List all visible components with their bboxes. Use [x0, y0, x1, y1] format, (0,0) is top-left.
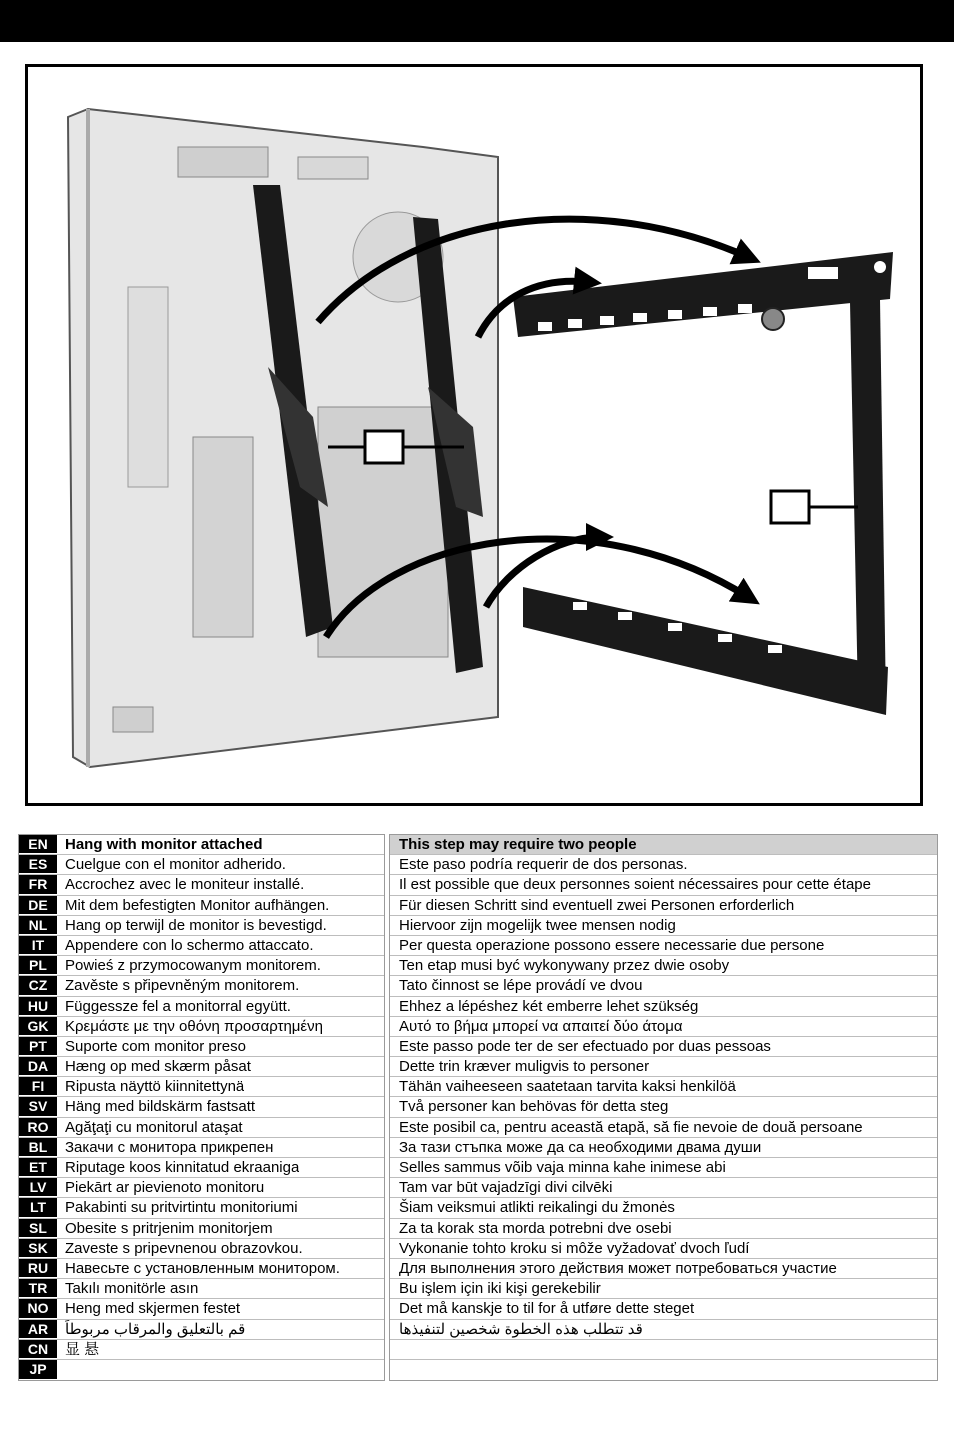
instruction-text: Heng med skjermen festet — [65, 1300, 241, 1318]
note-row-es: Este paso podría requerir de dos personas. — [390, 855, 937, 875]
note-row-bl: За тази стъпка може да са необходими двама души — [390, 1138, 937, 1158]
language-code: DA — [19, 1057, 57, 1076]
language-code: JP — [19, 1360, 57, 1380]
instruction-row-fr — [19, 875, 384, 895]
callout-right — [771, 491, 858, 523]
instruction-text: Zavěste s připevněným monitorem. — [65, 977, 300, 995]
instruction-row-sl — [19, 1219, 384, 1239]
instruction-row-lv — [19, 1178, 384, 1198]
language-code: EN — [19, 835, 57, 854]
note-row-sv: Två personer kan behövas för detta steg — [390, 1097, 937, 1117]
language-code: CZ — [19, 976, 57, 995]
wall-plate — [513, 252, 893, 715]
note-row-et: Selles sammus võib vaja minna kahe inimese abi — [390, 1158, 937, 1178]
instruction-text: Häng med bildskärm fastsatt — [65, 1098, 256, 1116]
instruction-text: Agăţaţi cu monitorul ataşat — [65, 1118, 243, 1136]
language-code: CN — [19, 1340, 57, 1359]
instruction-row-pt — [19, 1037, 384, 1057]
language-code: SK — [19, 1239, 57, 1258]
instruction-row-hu — [19, 997, 384, 1017]
language-code: RO — [19, 1118, 57, 1137]
note-row-de: Für diesen Schritt sind eventuell zwei Personen erforderlich — [390, 896, 937, 916]
instruction-text: Zaveste s pripevnenou obrazovkou. — [65, 1239, 303, 1257]
instruction-text: Riputage koos kinnitatud ekraaniga — [65, 1159, 300, 1176]
note-row-fr: Il est possible que deux personnes soient nécessaires pour cette étape — [390, 875, 937, 895]
note-row-pl: Ten etap musi być wykonywany przez dwie osoby — [390, 956, 937, 976]
instruction-text — [57, 1360, 65, 1380]
instruction-row-cz — [19, 976, 384, 996]
instruction-text: 显 悬 — [65, 1340, 100, 1358]
note-row-cz: Tato činnost se lépe provádí ve dvou — [390, 976, 937, 996]
note-row-ar: قد تتطلب هذه الخطوة شخصين لتنفيذها — [390, 1320, 937, 1340]
instruction-row-sv — [19, 1097, 384, 1117]
instruction-text: Закачи с монитора прикрепен — [65, 1138, 274, 1156]
instruction-row-et — [19, 1158, 384, 1178]
instruction-row-jp — [19, 1360, 384, 1380]
instruction-text: Powieś z przymocowanym monitorem. — [65, 957, 321, 975]
instruction-text: Κρεμάστε με την οθόνη προσαρτημένη — [65, 1017, 323, 1035]
note-row-it: Per questa operazione possono essere necessarie due persone — [390, 936, 937, 956]
language-code: LT — [19, 1198, 57, 1217]
instruction-text: Cuelgue con el monitor adherido. — [65, 856, 286, 874]
note-row-jp — [390, 1360, 937, 1380]
language-code: GK — [19, 1017, 57, 1036]
language-code: LV — [19, 1178, 57, 1197]
language-code: PL — [19, 956, 57, 975]
instruction-text: Piekārt ar pievienoto monitoru — [65, 1179, 265, 1197]
instruction-text: Hæng op med skærm påsat — [65, 1058, 251, 1076]
note-row-sl: Za ta korak sta morda potrebni dve osebi — [390, 1219, 937, 1239]
instruction-row-no — [19, 1299, 384, 1319]
note-row-tr: Bu işlem için iki kişi gerekebilir — [390, 1279, 937, 1299]
instruction-row-sk — [19, 1239, 384, 1259]
instruction-text: Accrochez avec le moniteur installé. — [65, 876, 305, 894]
monitor-mount-illustration — [28, 67, 920, 803]
instruction-text: Навесьте с установленным монитором. — [65, 1259, 340, 1277]
note-row-ru: Для выполнения этого действия может потребоваться участие — [390, 1259, 937, 1279]
language-code: NL — [19, 916, 57, 935]
language-code: HU — [19, 997, 57, 1016]
instruction-row-pl — [19, 956, 384, 976]
instruction-row-ru — [19, 1259, 384, 1279]
instruction-text: Takılı monitörle asın — [65, 1280, 199, 1298]
language-code: BL — [19, 1138, 57, 1157]
instruction-text: Hang op terwijl de monitor is bevestigd. — [65, 916, 327, 934]
language-code: RU — [19, 1259, 57, 1278]
note-row-no: Det må kanskje to til for å utføre dette steget — [390, 1299, 937, 1319]
instruction-row-da — [19, 1057, 384, 1077]
instruction-text: Ripusta näyttö kiinnitettynä — [65, 1078, 245, 1096]
instruction-row-it — [19, 936, 384, 956]
language-code: PT — [19, 1037, 57, 1056]
note-row-gk: Αυτό το βήμα μπορεί να απαιτεί δύο άτομα — [390, 1017, 937, 1037]
instruction-text: Hang with monitor attached — [65, 836, 263, 853]
instruction-row-de — [19, 896, 384, 916]
language-code: SV — [19, 1097, 57, 1116]
instruction-row-fi — [19, 1077, 384, 1097]
instruction-text: Appendere con lo schermo attaccato. — [65, 936, 314, 954]
instruction-text: Obesite s pritrjenim monitorjem — [65, 1219, 273, 1237]
note-row-en: This step may require two people — [390, 835, 937, 855]
note-row-fi: Tähän vaiheeseen saatetaan tarvita kaksi henkilöä — [390, 1077, 937, 1097]
instruction-row-en — [19, 835, 384, 855]
note-row-cn — [390, 1340, 937, 1360]
language-code: IT — [19, 936, 57, 955]
language-code: ES — [19, 855, 57, 874]
note-row-lt: Šiam veiksmui atlikti reikalingi du žmonės — [390, 1198, 937, 1218]
note-row-hu: Ehhez a lépéshez két emberre lehet szükség — [390, 997, 937, 1017]
language-code: TR — [19, 1279, 57, 1298]
header-bar — [0, 0, 954, 42]
instruction-row-cn — [19, 1340, 384, 1360]
note-row-ro: Este posibil ca, pentru această etapă, să fie nevoie de două persoane — [390, 1118, 937, 1138]
language-code: DE — [19, 896, 57, 915]
instruction-row-bl — [19, 1138, 384, 1158]
instruction-text: Mit dem befestigten Monitor aufhängen. — [65, 896, 330, 914]
instruction-table-right — [389, 834, 938, 1381]
instruction-table-left — [18, 834, 385, 1381]
instruction-row-ro — [19, 1118, 384, 1138]
instruction-row-tr — [19, 1279, 384, 1299]
instruction-row-nl — [19, 916, 384, 936]
instruction-row-es — [19, 855, 384, 875]
language-code: NO — [19, 1299, 57, 1318]
language-code: AR — [19, 1320, 57, 1339]
instruction-text: قم بالتعليق والمرقاب مربوطاً — [65, 1320, 246, 1338]
note-row-pt: Este passo pode ter de ser efectuado por duas pessoas — [390, 1037, 937, 1057]
instruction-text: Suporte com monitor preso — [65, 1037, 246, 1055]
note-row-sk: Vykonanie tohto kroku si môže vyžadovať dvoch ľudí — [390, 1239, 937, 1259]
language-code: FI — [19, 1077, 57, 1096]
language-code: SL — [19, 1219, 57, 1238]
language-code: ET — [19, 1158, 57, 1177]
note-row-lv: Tam var būt vajadzīgi divi cilvēki — [390, 1178, 937, 1198]
note-row-nl: Hiervoor zijn mogelijk twee mensen nodig — [390, 916, 937, 936]
instruction-row-lt — [19, 1198, 384, 1218]
instruction-text: Pakabinti su pritvirtintu monitoriumi — [65, 1199, 298, 1217]
instruction-text: Függessze fel a monitorral együtt. — [65, 997, 291, 1015]
instruction-row-gk — [19, 1017, 384, 1037]
note-row-da: Dette trin kræver muligvis to personer — [390, 1057, 937, 1077]
figure-frame — [25, 64, 923, 806]
language-code: FR — [19, 875, 57, 894]
instruction-row-ar — [19, 1320, 384, 1340]
